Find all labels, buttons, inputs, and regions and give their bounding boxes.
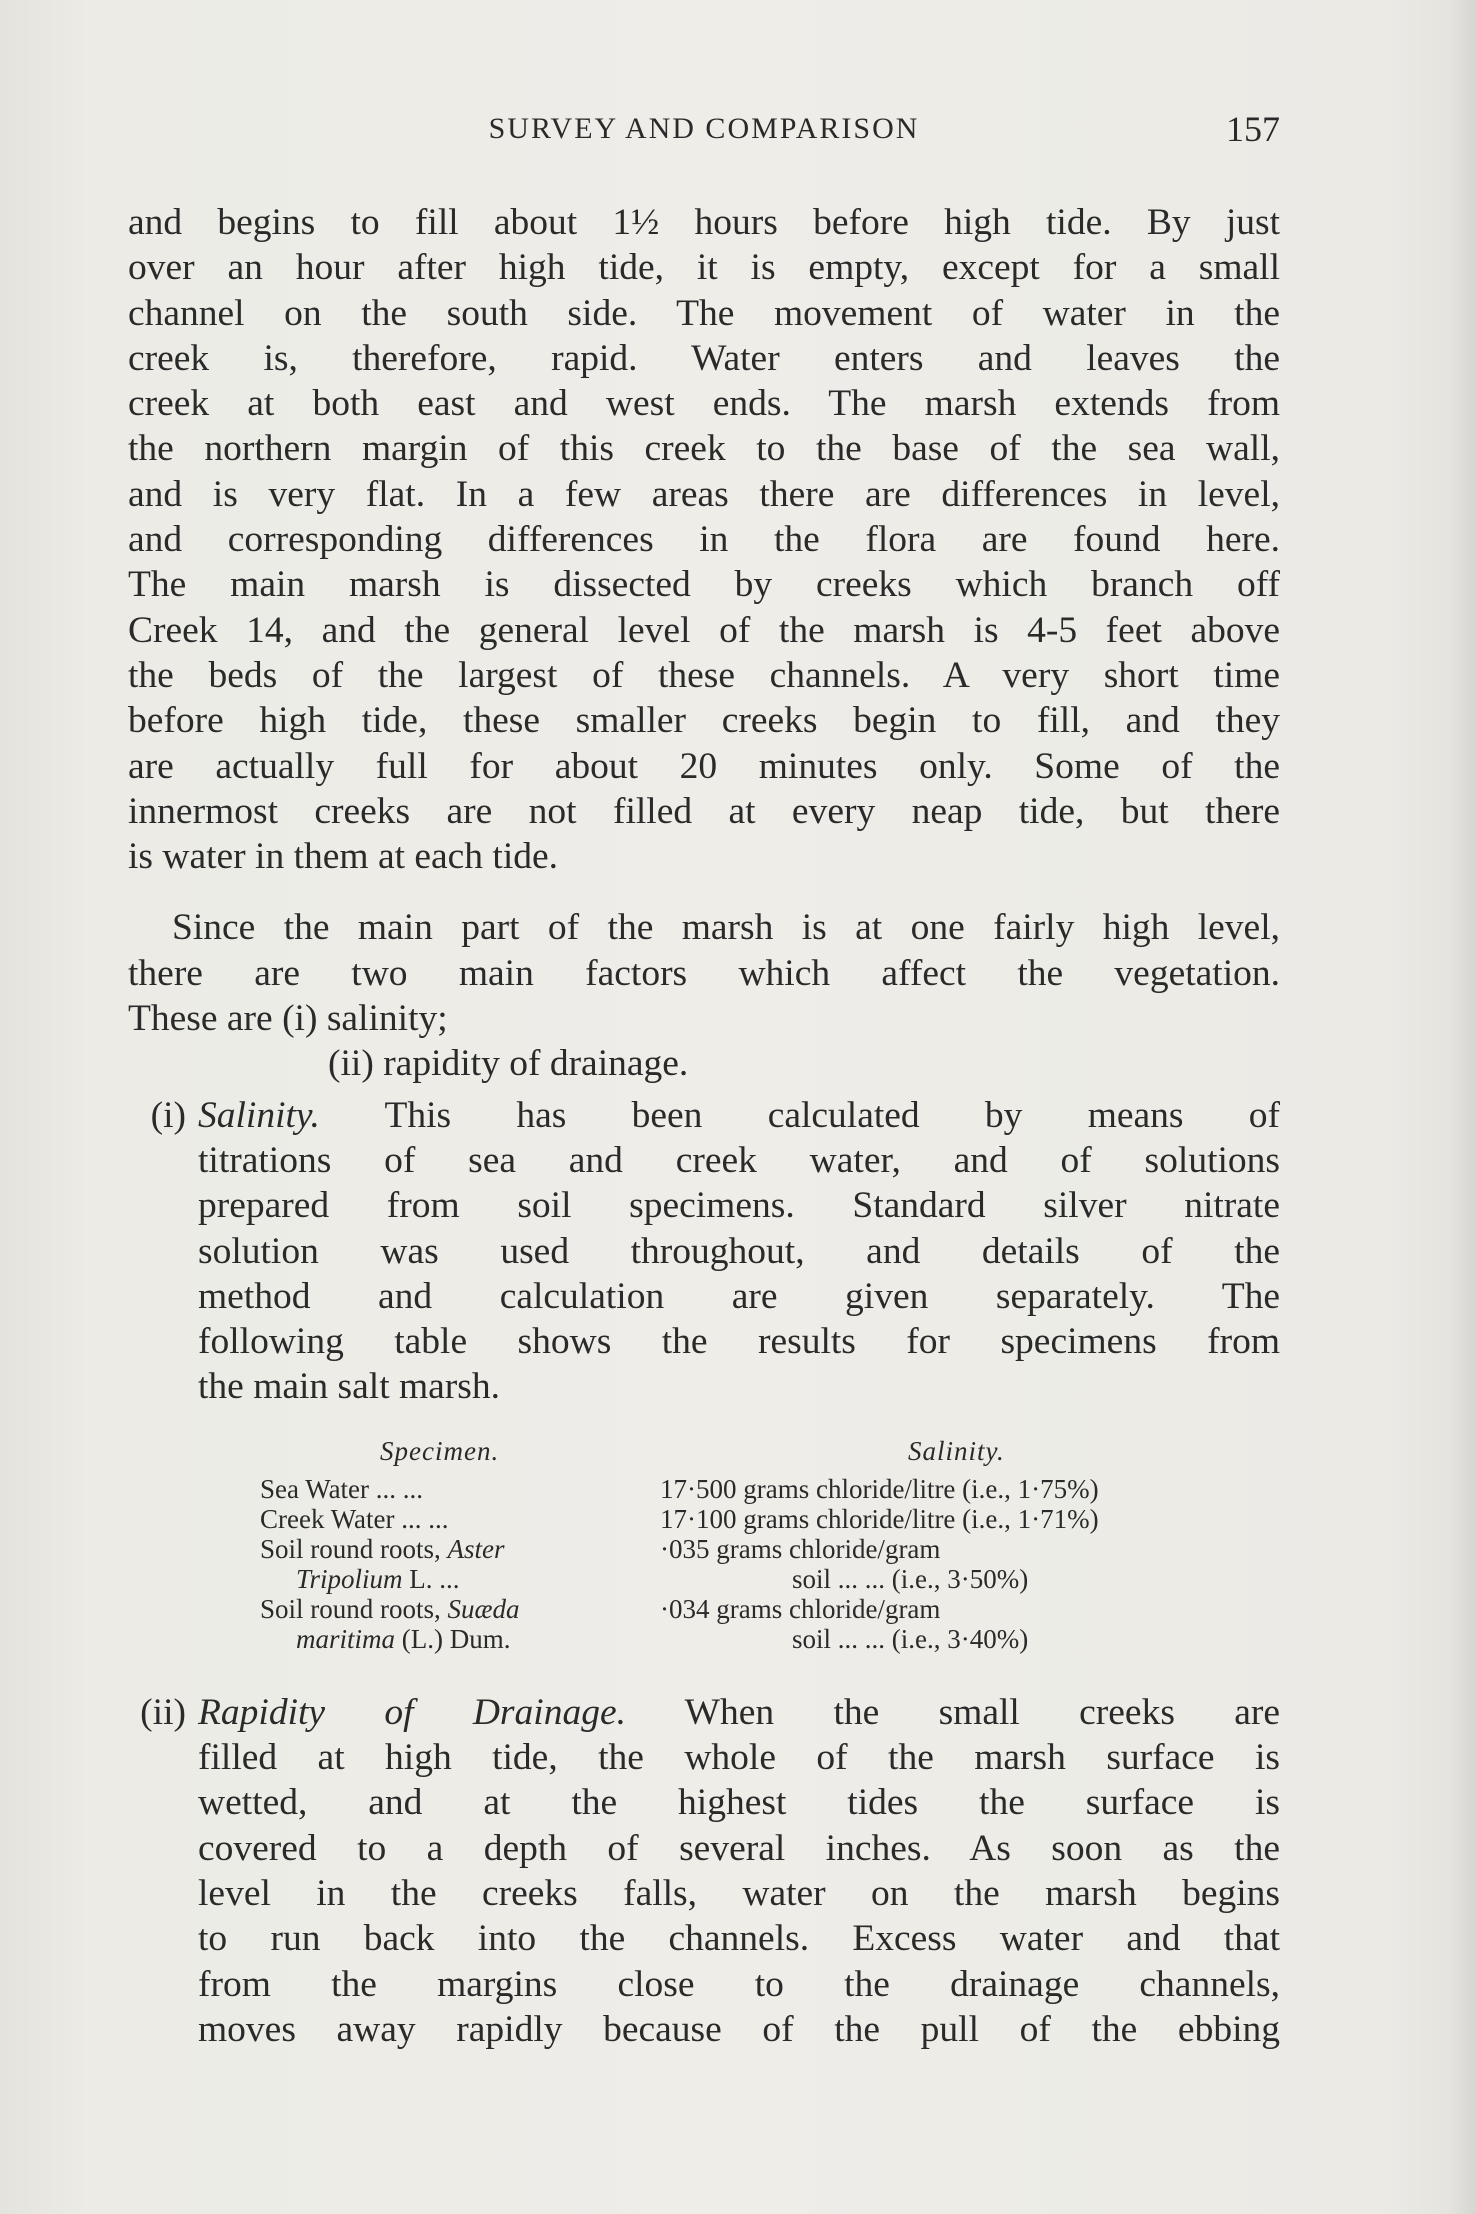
header-salinity: Salinity. <box>908 1435 1005 1466</box>
paragraph-creek-description <box>128 200 1280 879</box>
cell-salinity: ·034 grams chloride/gram <box>660 1593 941 1624</box>
page-gutter-shadow <box>1448 0 1476 2214</box>
text-fragment: (L.) Dum. <box>395 1623 511 1654</box>
text-line: and corresponding differences in the flora are found here. <box>128 519 1280 561</box>
cell-salinity: 17·500 grams chloride/litre (i.e., 1·75%) <box>660 1473 1099 1504</box>
text-line: wetted, and at the highest tides the surface is <box>198 1782 1280 1824</box>
text-line: innermost creeks are not filled at every neap tide, but there <box>128 790 1280 832</box>
section-title: Salinity. <box>198 1094 320 1136</box>
text-fragment: Soil round roots, <box>260 1593 448 1624</box>
cell-specimen <box>128 1624 660 1654</box>
paragraph-gap <box>128 879 1280 905</box>
item-number: (ii) <box>140 1691 186 1733</box>
salinity-text <box>198 1093 1280 1410</box>
text-line: and begins to fill about 1½ hours before high tide. By just <box>128 202 1280 243</box>
text-line <box>198 1690 1280 1735</box>
salinity-table <box>128 1436 1280 1654</box>
cell-specimen <box>128 1534 660 1564</box>
cell-specimen <box>128 1564 660 1594</box>
text-fragment <box>260 1564 460 1594</box>
text-fragment: This has been calculated by means of <box>384 1094 1280 1136</box>
text-line: over an hour after high tide, it is empty, except for a small <box>128 247 1280 289</box>
text-line: before high tide, these smaller creeks begin to fill, and they <box>128 700 1280 742</box>
text-line: following table shows the results for specimens from <box>198 1321 1280 1363</box>
text-line: Since the main part of the marsh is at one fairly high level, <box>172 907 1280 949</box>
text-line: filled at high tide, the whole of the marsh surface is <box>198 1737 1280 1779</box>
cell-salinity: soil ... ... (i.e., 3·40%) <box>792 1623 1029 1654</box>
running-head: SURVEY AND COMPARISON <box>488 112 920 145</box>
text-line: from the margins close to the drainage channels, <box>198 1963 1280 2005</box>
text-fragment: When the small creeks are <box>684 1691 1280 1733</box>
text-line: creek at both east and west ends. The marsh extends from <box>128 383 1280 425</box>
table-row <box>128 1534 1280 1564</box>
text-line: covered to a depth of several inches. As soon as the <box>198 1827 1280 1869</box>
text-line: is water in them at each tide. <box>128 836 559 878</box>
text-line: level in the creeks falls, water on the marsh begins <box>198 1872 1280 1914</box>
table-row <box>128 1624 1280 1654</box>
table-row <box>128 1594 1280 1624</box>
text-fragment: L. ... <box>402 1563 460 1594</box>
text-line: method and calculation are given separately. The <box>198 1275 1280 1317</box>
text-line: and is very flat. In a few areas there are differences in level, <box>128 473 1280 515</box>
page-body <box>128 200 1280 2052</box>
text-line: the beds of the largest of these channels. A very short time <box>128 654 1280 696</box>
salinity-section <box>128 1093 1280 1410</box>
cell-specimen <box>128 1594 660 1624</box>
text-line: solution was used throughout, and details of the <box>198 1230 1280 1272</box>
text-line <box>198 1093 1280 1138</box>
text-line: These are (i) salinity; <box>128 998 448 1040</box>
header-specimen: Specimen. <box>380 1435 500 1466</box>
text-line: (ii) rapidity of drainage. <box>328 1043 689 1085</box>
item-number: (i) <box>150 1094 186 1136</box>
cell-salinity: ·035 grams chloride/gram <box>660 1533 941 1564</box>
text-line: prepared from soil specimens. Standard silver nitrate <box>198 1185 1280 1227</box>
table-row <box>128 1564 1280 1594</box>
text-line: channel on the south side. The movement of water in the <box>128 292 1280 334</box>
text-line: the main salt marsh. <box>198 1366 501 1408</box>
species-name: Tripolium <box>296 1563 403 1594</box>
text-fragment: Soil round roots, <box>260 1533 448 1564</box>
text-line: the northern margin of this creek to the base of the sea wall, <box>128 428 1280 470</box>
text-line: Creek 14, and the general level of the marsh is 4-5 feet above <box>128 609 1280 651</box>
paragraph-factors <box>128 905 1280 1086</box>
page-number: 157 <box>1226 109 1280 149</box>
cell-salinity: 17·100 grams chloride/litre (i.e., 1·71%) <box>660 1503 1099 1534</box>
text-fragment <box>260 1624 511 1654</box>
page-header <box>128 108 1280 152</box>
species-name: Suæda <box>447 1593 520 1624</box>
text-line: there are two main factors which affect the vegetation. <box>128 952 1280 994</box>
species-name: maritima <box>296 1623 396 1654</box>
table-row <box>128 1504 1280 1534</box>
text-line: are actually full for about 20 minutes only. Some of the <box>128 745 1280 787</box>
drainage-section <box>128 1690 1280 2052</box>
text-line: creek is, therefore, rapid. Water enters and leaves the <box>128 337 1280 379</box>
text-line: moves away rapidly because of the pull of the ebbing <box>198 2008 1280 2050</box>
species-name: Aster <box>447 1533 505 1564</box>
drainage-text <box>198 1690 1280 2052</box>
cell-salinity: soil ... ... (i.e., 3·50%) <box>792 1563 1029 1594</box>
cell-specimen: Sea Water ... ... <box>260 1473 424 1504</box>
table-header <box>128 1436 1280 1474</box>
text-line: The main marsh is dissected by creeks which branch off <box>128 564 1280 606</box>
cell-specimen: Creek Water ... ... <box>260 1503 449 1534</box>
table-row <box>128 1474 1280 1504</box>
section-title: Rapidity of Drainage. <box>198 1691 626 1733</box>
text-line: titrations of sea and creek water, and of solutions <box>198 1139 1280 1181</box>
text-line: to run back into the channels. Excess water and that <box>198 1918 1280 1960</box>
